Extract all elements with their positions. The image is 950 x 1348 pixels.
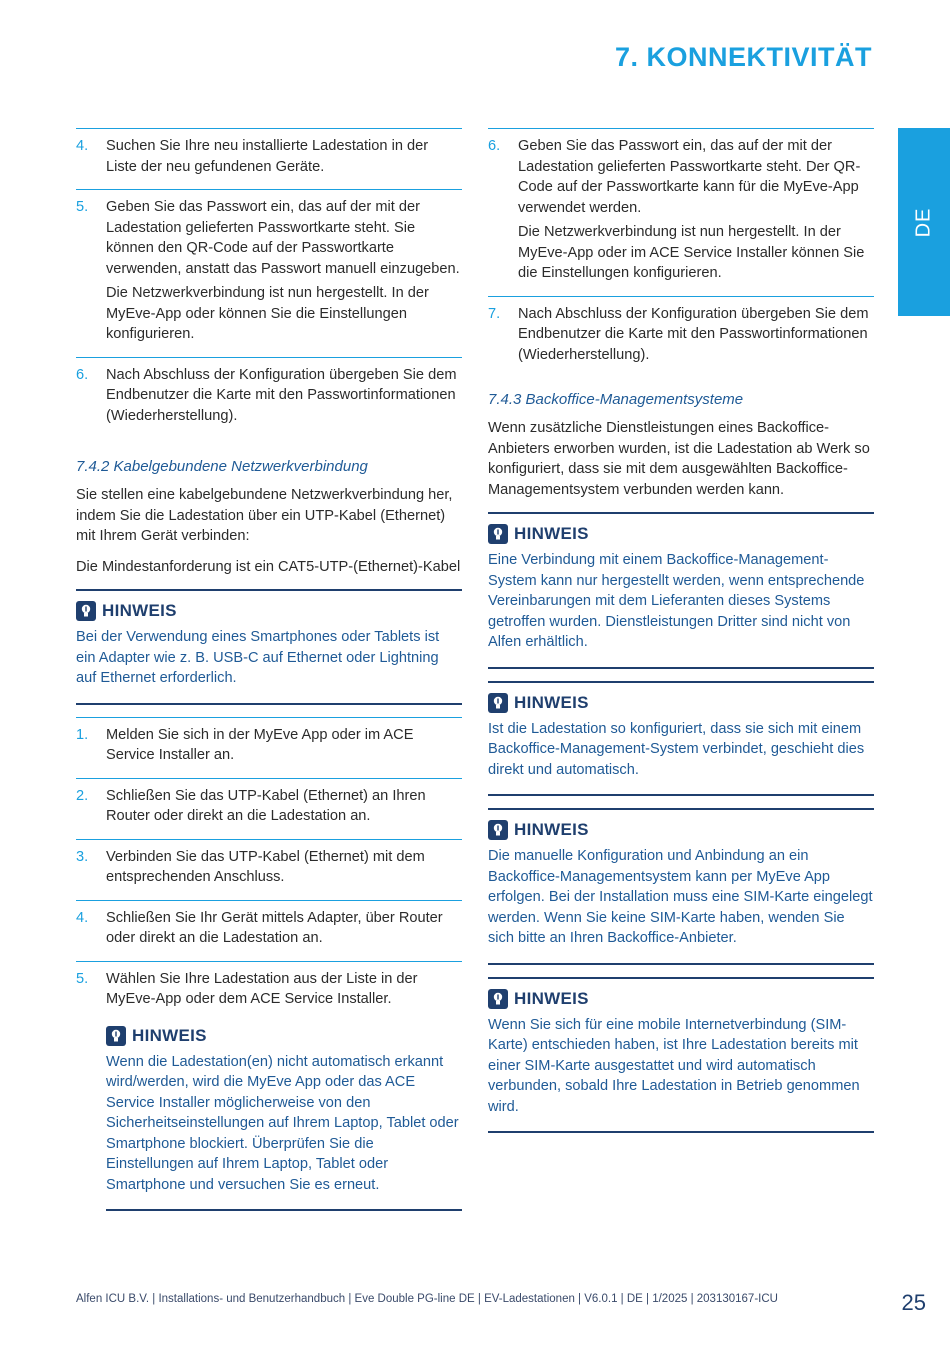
note-text: Bei der Verwendung eines Smartphones oder Tablets ist ein Adapter wie z. B. USB-C auf Ethernet oder Lightning auf Ethernet erforderlich. [76, 629, 440, 686]
list-item [488, 128, 874, 296]
list-item [76, 717, 462, 778]
note-text: Eine Verbindung mit einem Backoffice-Management-System kann nur hergestellt werden, wenn entsprechende Vereinbarungen mit dem Lieferanten dieses Systems getroffen wurden. Dienstleistungen Dritter sind nicht von Alfen erhältlich. [488, 552, 865, 650]
list-item [76, 839, 462, 900]
language-tab-label: DE [912, 207, 935, 237]
note-box [76, 589, 462, 705]
lightbulb-icon [488, 693, 508, 713]
section-heading: 7.4.2 Kabelgebundene Netzwerkverbindung [76, 458, 368, 475]
note-title: HINWEIS [514, 692, 589, 712]
note-box [488, 808, 874, 965]
step-text: Verbinden Sie das UTP-Kabel (Ethernet) mit dem entsprechenden Anschluss. [106, 848, 425, 885]
lightbulb-icon [488, 524, 508, 544]
note-title: HINWEIS [514, 988, 589, 1008]
step-number: 2. [76, 787, 89, 804]
paragraph: Wenn zusätzliche Dienstleistungen eines Backoffice-Anbieters erworben wurden, ist die Ladestation ab Werk so konfiguriert, dass sie mit dem ausgewählten Backoffice-Managementsystem verbunden werden kann. [488, 420, 870, 498]
step-text: Geben Sie das Passwort ein, das auf der mit der Ladestation gelieferten Passwortkarte steht. Sie können den QR-Code auf der Passwortkarte verwenden, anstatt das Passwort manuell einzugeben. [106, 199, 460, 277]
note-box [488, 681, 874, 797]
note-text: Die manuelle Konfiguration und Anbindung an ein Backoffice-Managementsystem kann per MyEve App erfolgen. Bei der Installation muss eine SIM-Karte eingelegt werden. Wenn Sie keine SIM-Karte haben, wenden Sie sich bitte an Ihren Backoffice-Anbieter. [488, 848, 873, 946]
list-item [76, 357, 462, 439]
lightbulb-icon [106, 1026, 126, 1046]
language-tab [898, 128, 950, 316]
list-item [76, 900, 462, 961]
note-box [106, 1022, 462, 1212]
right-column [488, 128, 874, 1145]
step-text: Die Netzwerkverbindung ist nun hergestellt. In der MyEve-App oder im ACE Service Installer können Sie die Einstellungen konfigurieren. [518, 224, 865, 281]
page-footer: Alfen ICU B.V. | Installations- und Benutzerhandbuch | Eve Double PG-line DE | EV-Ladestationen | V6.0.1 | DE | 1/2025 | 203130167-ICU [76, 1293, 778, 1305]
step-text: Nach Abschluss der Konfiguration übergeben Sie dem Endbenutzer die Karte mit den Passwortinformationen (Wiederherstellung). [518, 305, 869, 363]
paragraph: Die Mindestanforderung ist ein CAT5-UTP-(Ethernet)-Kabel [76, 558, 461, 575]
lightbulb-icon [76, 601, 96, 621]
paragraph: Sie stellen eine kabelgebundene Netzwerkverbindung her, indem Sie die Ladestation über ein UTP-Kabel (Ethernet) mit Ihrem Gerät verbinden: [76, 487, 453, 544]
note-title: HINWEIS [102, 601, 177, 620]
note-box [488, 977, 874, 1134]
step-number: 3. [76, 848, 89, 865]
note-box [488, 512, 874, 669]
note-title: HINWEIS [514, 820, 589, 839]
list-item [76, 778, 462, 839]
step-text: Suchen Sie Ihre neu installierte Ladestation in der Liste der neu gefundenen Geräte. [106, 138, 429, 175]
list-item [76, 189, 462, 357]
lightbulb-icon [488, 989, 508, 1009]
left-column [76, 128, 462, 1223]
step-number: 4. [76, 909, 89, 926]
section-heading: 7.4.3 Backoffice-Managementsysteme [488, 391, 744, 408]
step-number: 5. [76, 199, 89, 215]
step-number: 1. [76, 726, 89, 743]
step-number: 7. [488, 305, 501, 322]
page-number: 25 [901, 1290, 926, 1315]
step-text: Schließen Sie das UTP-Kabel (Ethernet) an Ihren Router oder direkt an die Ladestation an. [106, 787, 426, 824]
step-text: Melden Sie sich in der MyEve App oder im ACE Service Installer an. [106, 726, 414, 763]
note-title: HINWEIS [132, 1025, 207, 1045]
note-text: Wenn Sie sich für eine mobile Internetverbindung (SIM-Karte) entschieden haben, ist Ihre Ladestation bereits mit einer SIM-Karte ausgestattet und wird automatisch verbunden, sobald Ihre Ladestation in Betrieb genommen wird. [488, 1016, 860, 1115]
list-item [488, 296, 874, 378]
step-text: Schließen Sie Ihr Gerät mittels Adapter, über Router oder direkt an die Ladestation an. [106, 909, 443, 946]
note-text: Ist die Ladestation so konfiguriert, dass sie sich mit einem Backoffice-Management-System verbindet, geschieht dies direkt und automatisch. [488, 720, 865, 778]
step-text: Die Netzwerkverbindung ist nun hergestellt. In der MyEve-App oder können Sie die Einstellungen konfigurieren. [106, 285, 429, 342]
step-text: Wählen Sie Ihre Ladestation aus der Liste in der MyEve-App oder dem ACE Service Installer. [106, 970, 418, 1007]
list-item [76, 128, 462, 189]
step-text: Geben Sie das Passwort ein, das auf der mit der Ladestation gelieferten Passwortkarte steht. Der QR-Code auf der Passwortkarte kann für die MyEve-App verwendet werden. [518, 138, 861, 216]
note-text: Wenn die Ladestation(en) nicht automatisch erkannt wird/werden, wird die MyEve App oder das ACE Service Installer möglicherweise von den Sicherheitseinstellungen auf Ihrem Laptop, Tablet oder Smartphone blockiert. Überprüfen Sie die Einstellungen auf Ihrem Laptop, Tablet oder Smartphone und versuchen Sie es erneut. [106, 1053, 459, 1193]
step-number: 6. [76, 366, 89, 383]
step-number: 4. [76, 138, 89, 154]
list-item [76, 961, 462, 1022]
step-number: 5. [76, 970, 89, 987]
lightbulb-icon [488, 820, 508, 840]
step-number: 6. [488, 138, 501, 154]
step-text: Nach Abschluss der Konfiguration übergeben Sie dem Endbenutzer die Karte mit den Passwortinformationen (Wiederherstellung). [106, 366, 457, 424]
note-title: HINWEIS [514, 524, 589, 543]
chapter-title: 7. KONNEKTIVITÄT [614, 42, 872, 72]
